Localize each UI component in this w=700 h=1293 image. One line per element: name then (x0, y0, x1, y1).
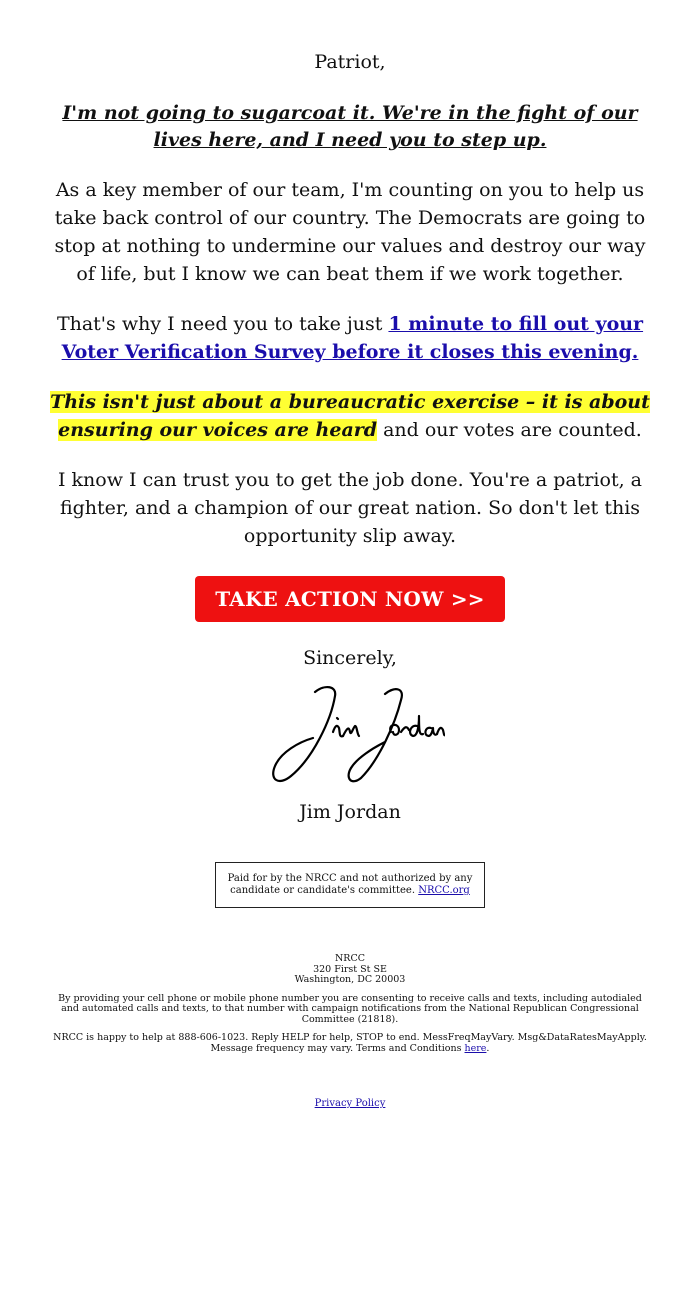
cta-container (50, 576, 650, 622)
sign-off: Sincerely, (303, 647, 397, 669)
street-address: 320 First St SE (313, 963, 387, 975)
highlighted-statement: This isn't just about a bureaucratic exercise – it is about ensuring our voices are heard (50, 391, 650, 441)
paid-for-disclaimer (215, 862, 485, 908)
greeting: Patriot, (314, 51, 386, 73)
survey-link[interactable]: 1 minute to fill out your Voter Verification Survey before it closes this evening. (61, 313, 644, 363)
disclaimer-text: Paid for by the NRCC and not authorized by any candidate or candidate's committee. (227, 873, 473, 896)
terms-link[interactable]: here (464, 1042, 487, 1054)
paragraph-2-text: That's why I need you to take just (56, 313, 389, 335)
lead-statement: I'm not going to sugarcoat it. We're in the fight of our lives here, and I need you to step up. (62, 102, 638, 151)
body-paragraph-4: I know I can trust you to get the job done. You're a patriot, a fighter, and a champion of our great nation. So don't let this opportunity slip away. (58, 469, 642, 547)
email-body (50, 50, 650, 1109)
paragraph-3-text: and our votes are counted. (377, 419, 642, 441)
help-text (50, 1033, 650, 1054)
take-action-button[interactable]: TAKE ACTION NOW >> (195, 576, 504, 622)
footer (50, 954, 650, 1054)
consent-text: By providing your cell phone or mobile phone number you are consenting to receive calls and texts, including autodialed and automated calls and texts, to that number with campaign notifications from the National Republican Congressional Committee (21818). (58, 992, 642, 1025)
address-block (50, 954, 650, 986)
help-message: NRCC is happy to help at 888-606-1023. Reply HELP for help, STOP to end. MessFreqMayVary. Msg&DataRatesMayApply. Message frequency may vary. Terms and Conditions (53, 1032, 647, 1054)
body-paragraph-3 (50, 388, 650, 444)
city-address: Washington, DC 20003 (294, 974, 406, 985)
nrcc-link[interactable]: NRCC.org (418, 885, 470, 896)
body-paragraph-2 (50, 310, 650, 366)
body-paragraph-1: As a key member of our team, I'm counting on you to help us take back control of our country. The Democrats are going to stop at nothing to undermine our values and destroy our way of life, but I know we can beat them if we work together. (54, 179, 646, 285)
org-name: NRCC (334, 953, 365, 964)
signature (50, 680, 650, 790)
signer-name: Jim Jordan (299, 801, 401, 823)
privacy-container (50, 1098, 650, 1109)
privacy-policy-link[interactable]: Privacy Policy (314, 1098, 386, 1109)
signature-image (255, 680, 445, 790)
help-end: . (486, 1042, 490, 1054)
